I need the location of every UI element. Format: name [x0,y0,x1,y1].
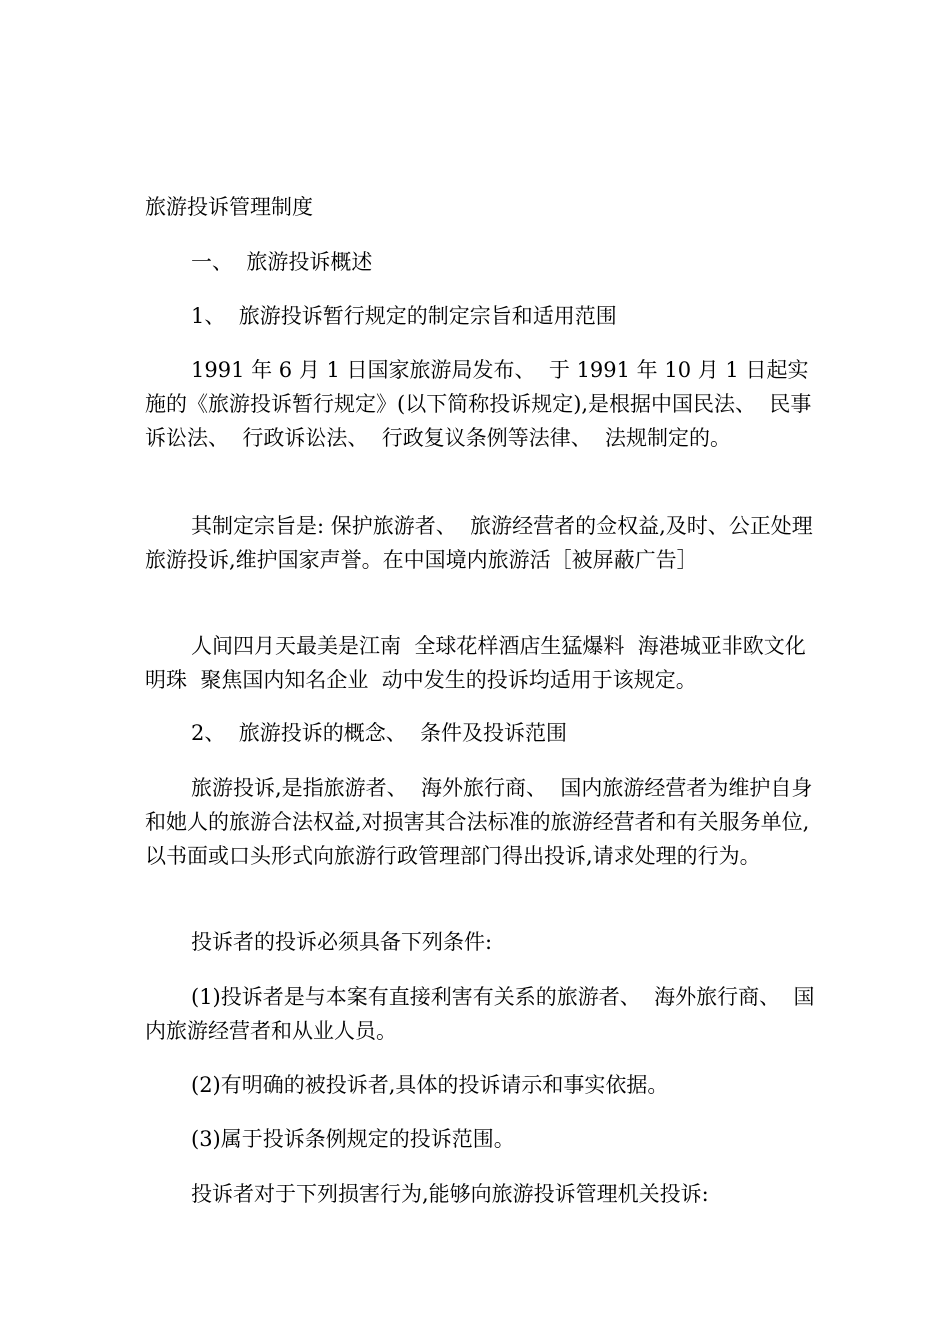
document-title: 旅游投诉管理制度 [145,195,313,219]
paragraph-conditions-intro: 投诉者的投诉必须具备下列条件: [191,930,493,954]
list-item-condition-1: (1)投诉者是与本案有直接利害有关系的旅游者、 海外旅行商、 国内旅游经营者和从业人员。 [145,985,815,1043]
paragraph-complaint-definition: 旅游投诉,是指旅游者、 海外旅行商、 国内旅游经营者为维护自身和她人的旅游合法权益,对损害其合法标准的旅游经营者和有关服务单位,以书面或口头形式向旅游行政管理部门得出投诉,请求处理的行为。 [145,776,813,868]
list-item-condition-2: (2)有明确的被投诉者,具体的投诉请示和事实依据。 [191,1073,669,1097]
paragraph-purpose: 其制定宗旨是: 保护旅游者、 旅游经营者的佥权益,及时、公正处理旅游投诉,维护国家声誉。在中国境内旅游活［被屏蔽广告］ [145,514,813,572]
paragraph-ad-text: 人间四月天最美是江南 全球花样酒店生猛爆料 海港城亚非欧文化明珠 聚焦国内知名企业 动中发生的投诉均适用于该规定。 [145,634,806,692]
paragraph-complaint-scope: 投诉者对于下列损害行为,能够向旅游投诉管理机关投诉: [191,1182,709,1206]
list-item-condition-3: (3)属于投诉条例规定的投诉范围。 [191,1127,515,1151]
paragraph-regulation-origin: 1991 年 6 月 1 日国家旅游局发布、 于 1991 年 10 月 1 日起实施的《旅游投诉暂行规定》(以下简称投诉规定),是根据中国民法、 民事诉讼法、 行政诉讼法、 行政复议条例等法律、 法规制定的。 [145,358,812,450]
section-heading-overview: 一、 旅游投诉概述 [191,250,373,274]
subsection-heading-1: 1、 旅游投诉暂行规定的制定宗旨和适用范围 [191,304,617,328]
subsection-heading-2: 2、 旅游投诉的概念、 条件及投诉范围 [191,721,568,745]
